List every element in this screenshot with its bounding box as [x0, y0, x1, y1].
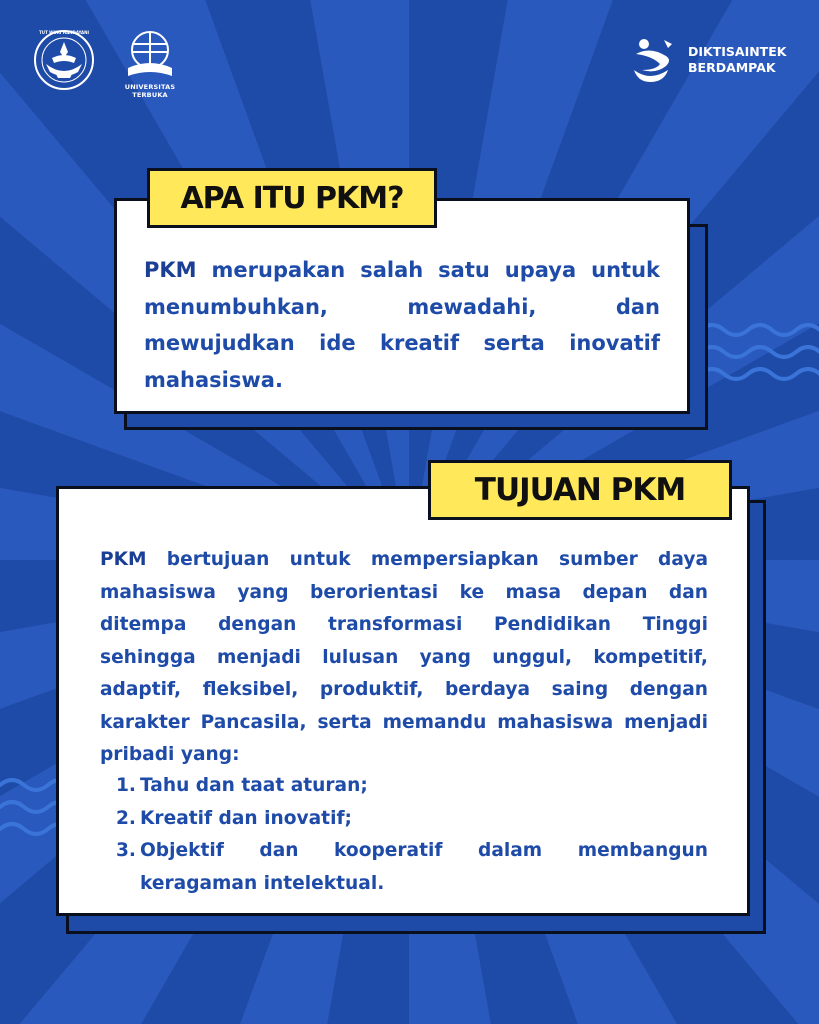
- kemdikbud-motto: TUT WURI HANDAYANI: [39, 30, 89, 35]
- list-item: [104, 770, 708, 803]
- brand-line1: DIKTISAINTEK: [688, 44, 787, 59]
- list-item-number: 3.: [115, 840, 136, 861]
- diktisaintek-logo: [630, 36, 790, 84]
- section2-body: bertujuan untuk mempersiapkan sumber daya mahasiswa yang berorientasi ke masa depan dan ditempa dengan transformasi Pendidikan Tinggi sehingga menjadi lulusan yang unggul, kompetitif, adaptif, fleksibel, produktif, berdaya saing dengan karakter Pancasila, serta memandu mahasiswa menjadi pribadi yang:: [100, 549, 708, 765]
- section2-lead: PKM: [100, 549, 147, 570]
- list-item-number: 2.: [115, 807, 136, 829]
- ut-logo-caption: UNIVERSITAS TERBUKA: [124, 83, 176, 99]
- section2-title: TUJUAN PKM: [428, 460, 732, 520]
- list-item-text: Objektif dan kooperatif dalam membangun keragaman intelektual.: [140, 840, 708, 894]
- universitas-terbuka-logo: [110, 28, 190, 99]
- brand-line2: BERDAMPAK: [688, 60, 776, 75]
- list-item-text: Tahu dan taat aturan;: [140, 775, 368, 796]
- section1-title: APA ITU PKM?: [147, 168, 437, 228]
- section1-body: merupakan salah satu upaya untuk menumbuhkan, mewadahi, dan mewujudkan ide kreatif serta inovatif mahasiswa.: [144, 258, 660, 392]
- section2-text: [100, 544, 708, 772]
- kemdikbud-logo: [32, 28, 96, 92]
- section2-list: [104, 770, 708, 900]
- section1-lead: PKM: [144, 258, 197, 282]
- section1-text: [144, 252, 660, 398]
- list-item-number: 1.: [115, 775, 136, 796]
- list-item-text: Kreatif dan inovatif;: [140, 807, 352, 829]
- list-item: [104, 803, 708, 836]
- list-item: [104, 835, 708, 900]
